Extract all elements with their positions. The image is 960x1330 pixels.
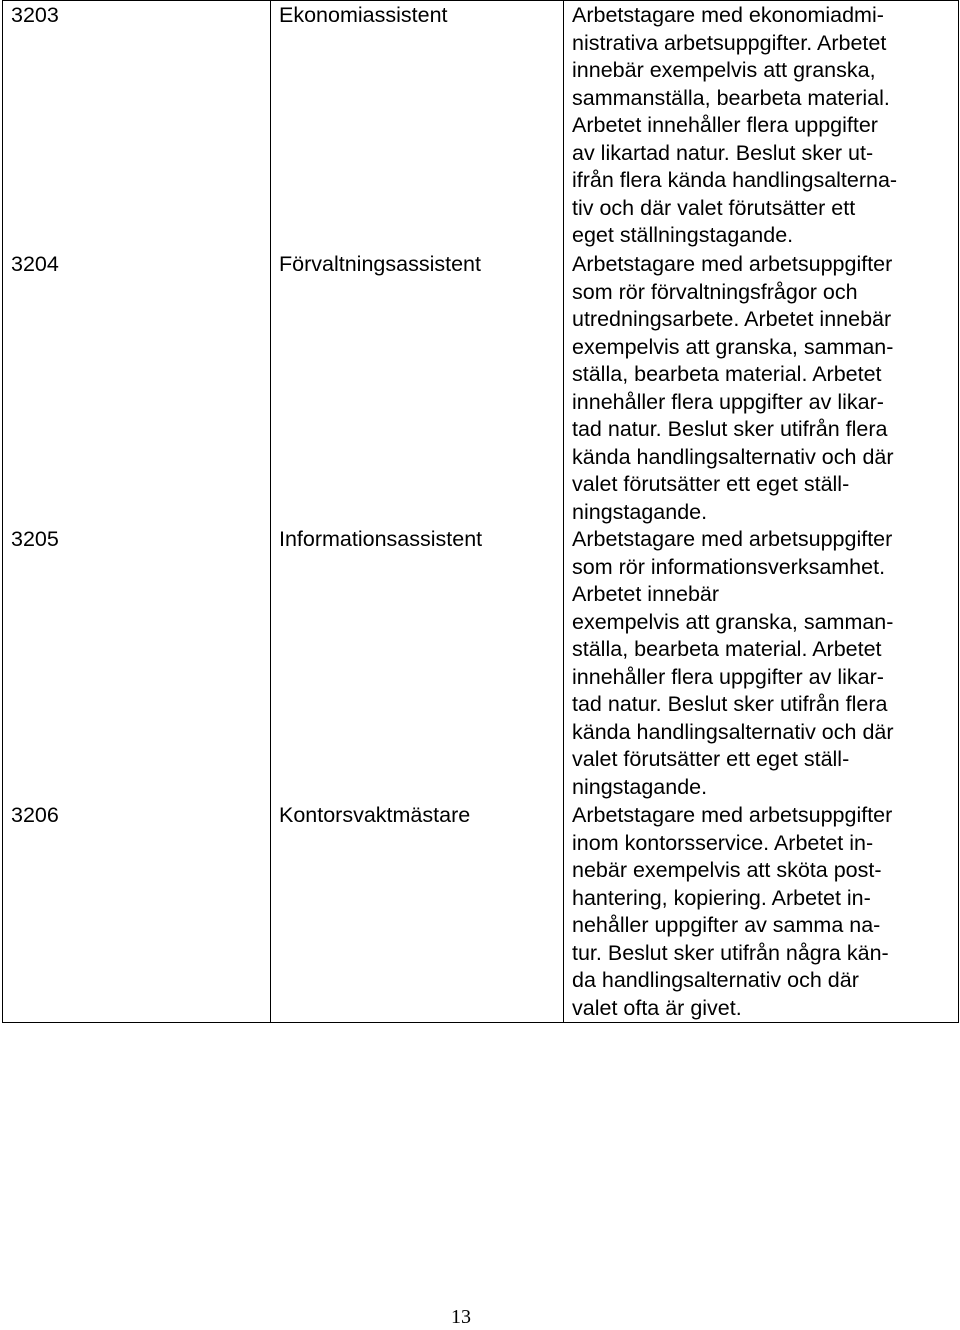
description-line: tad natur. Beslut sker utifrån flera — [572, 417, 888, 441]
job-title-cell: Informationsassistent — [271, 526, 564, 802]
job-code-cell: 3206 — [3, 802, 271, 1023]
description-line: tad natur. Beslut sker utifrån flera — [572, 692, 888, 716]
job-description-cell — [564, 802, 959, 1023]
description-line: ningstagande. — [572, 499, 708, 524]
job-title-cell: Ekonomiassistent — [271, 1, 564, 252]
job-description-cell — [564, 251, 959, 526]
table-row — [3, 526, 959, 802]
description-line: kända handlingsalternativ och där — [572, 444, 894, 469]
description-line: sammanställa, bearbeta material. — [572, 85, 890, 110]
table-row — [3, 1, 959, 252]
description-line: nehåller uppgifter av samma na- — [572, 913, 881, 937]
description-line: kända handlingsalternativ och där — [572, 719, 894, 744]
description-line: som rör informationsverksamhet. — [572, 554, 886, 579]
description-line: exempelvis att granska, samman- — [572, 334, 894, 359]
description-line: Arbetet innehåller flera uppgifter — [572, 113, 878, 137]
description-line: Arbetet innebär — [572, 582, 720, 606]
description-line: eget ställningstagande. — [572, 223, 794, 247]
page-number: 13 — [451, 1306, 471, 1328]
description-line: innebär exempelvis att granska, — [572, 58, 876, 82]
description-line: tur. Beslut sker utifrån några kän- — [572, 940, 889, 965]
description-line: Arbetstagare med arbetsuppgifter — [572, 252, 893, 276]
table-body — [3, 1, 959, 1023]
description-line: valet förutsätter ett eget ställ- — [572, 747, 850, 771]
job-description-cell — [564, 526, 959, 802]
table-row — [3, 802, 959, 1023]
description-line: inom kontorsservice. Arbetet in- — [572, 830, 874, 855]
description-line: ställa, bearbeta material. Arbetet — [572, 637, 882, 661]
description-line: da handlingsalternativ och där — [572, 968, 859, 992]
description-line: nebär exempelvis att sköta post- — [572, 858, 882, 882]
job-code-cell: 3204 — [3, 251, 271, 526]
description-line: ifrån flera kända handlingsalterna- — [572, 168, 898, 192]
description-line: tiv och där valet förutsätter ett — [572, 195, 856, 220]
description-line: som rör förvaltningsfrågor och — [572, 279, 858, 304]
description-line: valet ofta är givet. — [572, 995, 742, 1020]
description-line: valet förutsätter ett eget ställ- — [572, 472, 850, 496]
description-line: innehåller flera uppgifter av likar- — [572, 664, 884, 689]
description-line: exempelvis att granska, samman- — [572, 609, 894, 634]
job-title-cell: Kontorsvaktmästare — [271, 802, 564, 1023]
description-line: innehåller flera uppgifter av likar- — [572, 389, 884, 414]
description-line: hantering, kopiering. Arbetet in- — [572, 885, 871, 910]
description-line: Arbetstagare med arbetsuppgifter — [572, 803, 893, 827]
description-line: ställa, bearbeta material. Arbetet — [572, 362, 882, 386]
description-line: Arbetstagare med arbetsuppgifter — [572, 527, 893, 551]
job-code-cell: 3203 — [3, 1, 271, 252]
job-title-cell: Förvaltningsassistent — [271, 251, 564, 526]
job-description-cell — [564, 1, 959, 252]
description-line: av likartad natur. Beslut sker ut- — [572, 140, 874, 165]
description-line: nistrativa arbetsuppgifter. Arbetet — [572, 30, 887, 55]
description-line: Arbetstagare med ekonomiadmi- — [572, 3, 884, 27]
job-classification-table — [2, 0, 959, 1023]
job-code-cell: 3205 — [3, 526, 271, 802]
description-line: utredningsarbete. Arbetet innebär — [572, 307, 892, 331]
description-line: ningstagande. — [572, 774, 708, 799]
table-row — [3, 251, 959, 526]
